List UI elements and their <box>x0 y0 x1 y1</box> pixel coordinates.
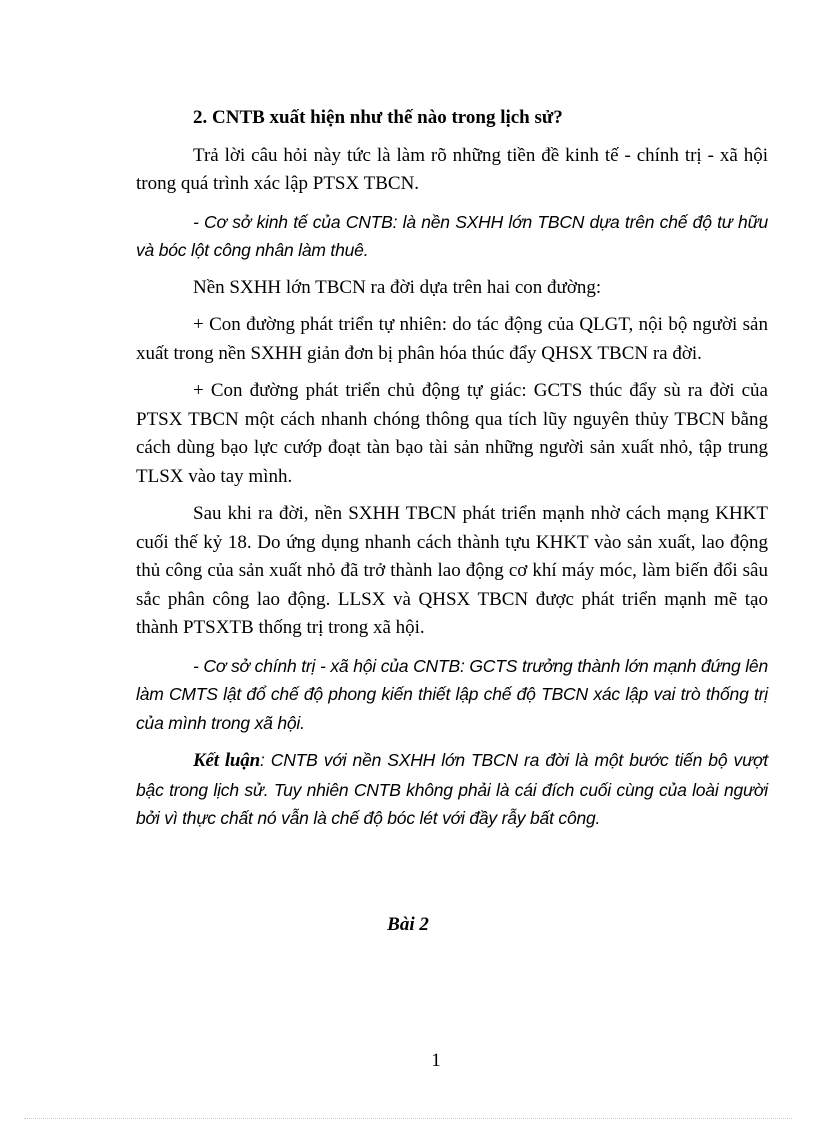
page-number: 1 <box>431 1050 441 1071</box>
paragraph-natural-path: + Con đường phát triển tự nhiên: do tác động của QLGT, nội bộ người sản xuất trong nền SXHH giản đơn bị phân hóa thúc đẩy QHSX TBCN ra đời. <box>136 314 768 364</box>
page-bottom-border <box>24 1118 792 1119</box>
conclusion-label: Kết luận <box>193 750 260 771</box>
paragraph-conclusion <box>136 746 768 833</box>
paragraph-active-path: + Con đường phát triển chủ động tự giác: GCTS thúc đẩy sù ra đời của PTSX TBCN một cách nhanh chóng thông qua tích lũy nguyên thủy TBCN bằng cách dùng bạo lực cướp đoạt tàn bạo tài sản những người sản xuất nhỏ, tập trung TLSX vào tay mình. <box>136 380 768 487</box>
paragraph-two-paths: Nền SXHH lớn TBCN ra đời dựa trên hai con đường: <box>193 276 602 298</box>
paragraph-intro: Trả lời câu hỏi này tức là làm rõ những tiền đề kinh tế - chính trị - xã hội trong quá trình xác lập PTSX TBCN. <box>136 144 768 194</box>
conclusion-text: : CNTB với nền SXHH lớn TBCN ra đời là một bước tiến bộ vượt bậc trong lịch sử. Tuy nhiên CNTB không phải là cái đích cuối cùng của loài người bởi vì thực chất nó vẫn là chế độ bóc lét với đầy rẫy bất công. <box>136 750 769 828</box>
paragraph-political-basis: - Cơ sở chính trị - xã hội của CNTB: GCTS trưởng thành lớn mạnh đứng lên làm CMTS lật đổ chế độ phong kiến thiết lập chế độ TBCN xác lập vai trò thống trị của mình trong xã hội. <box>136 655 768 733</box>
document-body <box>136 104 768 842</box>
paragraph-economic-basis: - Cơ sở kinh tế của CNTB: là nền SXHH lớn TBCN dựa trên chế độ tư hữu và bóc lột công nhân làm thuê. <box>136 211 768 260</box>
section-heading: 2. CNTB xuất hiện như thế nào trong lịch sử? <box>193 107 563 128</box>
paragraph-development: Sau khi ra đời, nền SXHH TBCN phát triển mạnh nhờ cách mạng KHKT cuối thế kỷ 18. Do ứng dụng nhanh cách thành tựu KHKT vào sản xuất, lao động thủ công của sản xuất nhỏ đã trở thành lao động cơ khí máy móc, làm biến đổi sâu sắc phân công lao động. LLSX và QHSX TBCN được phát triển mạnh mẽ tạo thành PTSXTB thống trị trong xã hội. <box>136 503 768 638</box>
section-title: Bài 2 <box>387 914 429 935</box>
